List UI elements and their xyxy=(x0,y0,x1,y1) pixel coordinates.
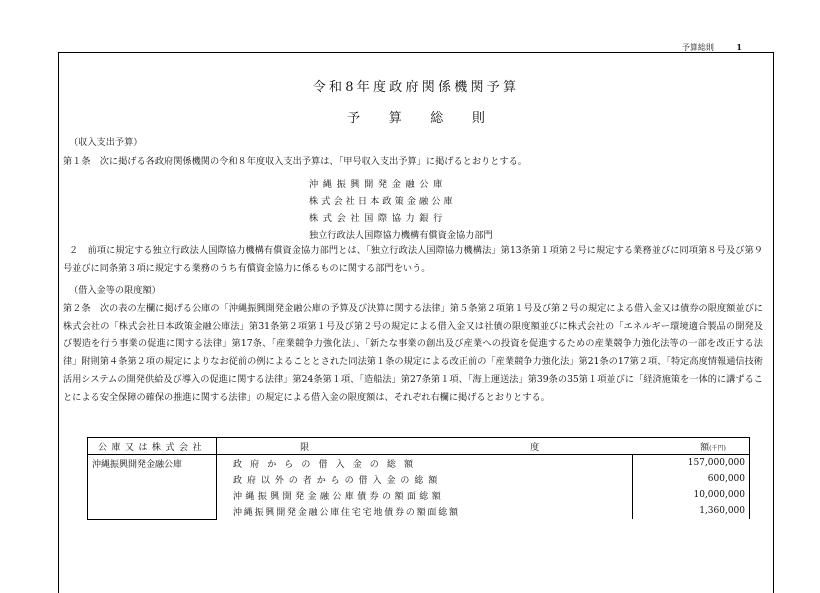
row-label: 沖縄振興開発金融公庫債券の額面総額 xyxy=(217,487,633,503)
table-header-row xyxy=(88,438,750,455)
table-row xyxy=(88,455,750,472)
row-amount: 157,000,000 xyxy=(633,455,750,472)
borrowing-limits-table xyxy=(87,437,750,520)
col-limit-header: 限 度 額(千円) xyxy=(217,438,750,455)
row-amount: 10,000,000 xyxy=(633,487,750,503)
institution-2: 株式会社日本政策金融公庫 xyxy=(309,196,456,207)
row-label: 沖縄振興開発金融公庫住宅宅地債券の額面総額 xyxy=(217,503,633,519)
institution-3: 株式会社国際協力銀行 xyxy=(309,213,447,224)
document-subtitle: 予算総則 xyxy=(347,111,514,126)
section-heading-budget: （収入支出予算） xyxy=(69,137,143,148)
page-number: 1 xyxy=(736,42,742,52)
row-amount: 1,360,000 xyxy=(633,503,750,519)
institution-1: 沖縄振興開発金融公庫 xyxy=(309,179,447,190)
row-amount: 600,000 xyxy=(633,471,750,487)
institution-cell: 沖縄振興開発金融公庫 xyxy=(88,455,217,520)
article-1: 第１条 次に掲げる各政府関係機関の令和８年度収入支出予算は、「甲号収入支出予算」に掲げるとおりとする。 xyxy=(63,156,527,167)
row-label: 政府以外の者からの借入金の総額 xyxy=(217,471,633,487)
institution-4: 独立行政法人国際協力機構有償資金協力部門 xyxy=(309,230,493,241)
section-heading-borrowing: （借入金等の限度額） xyxy=(69,285,161,296)
row-label: 政府からの借入金の総額 xyxy=(217,455,633,472)
article-1-paragraph-2: ２ 前項に規定する独立行政法人国際協力機構有償資金協力部門とは、「独立行政法人国際協力機構法」第13条第１項第２号に規定する業務並びに同項第８号及び第９号並びに同条第３項に規定する業務のうち有償資金協力に係るものに関する部門をいう。 xyxy=(63,245,763,274)
header-label: 予算総則 xyxy=(681,43,714,52)
col-institution-header: 公庫又は株式会社 xyxy=(88,438,217,455)
document-title: 令和8年度政府関係機関予算 xyxy=(312,80,520,95)
article-2: 第２条 次の表の左欄に掲げる公庫の「沖縄振興開発金融公庫の予算及び決算に関する法律」第５条第２項第１号及び第２号の規定による借入金又は債券の限度額並びに株式会社の「株式会社日本政策金融公庫法」第31条第２項第１号及び第２号の規定による借入金又は社債の限度額並びに株式会社の「エネルギー環境適合製品の開発及び製造を行う事業の促進に関する法律」第17条、「産業競争力強化法」、「新たな事業の創出及び産業への投資を促進するための産業競争力強化法等の一部を改正する法律」附則第４条第２項の規定によりなお従前の例によることとされた同法第１条の規定による改正前の「産業競争力強化法」第21条の17第２項、「特定高度情報通信技術活用システムの開発供給及び導入の促進に関する法律」第24条第１項、「造船法」第27条第１項、「海上運送法」第39条の35第１項並びに「経済施策を一体的に講ずることによる安全保障の確保の推進に関する法律」の規定による借入金の限度額は、それぞれ右欄に掲げるとおりとする。 xyxy=(63,303,763,403)
document-frame xyxy=(58,52,774,593)
